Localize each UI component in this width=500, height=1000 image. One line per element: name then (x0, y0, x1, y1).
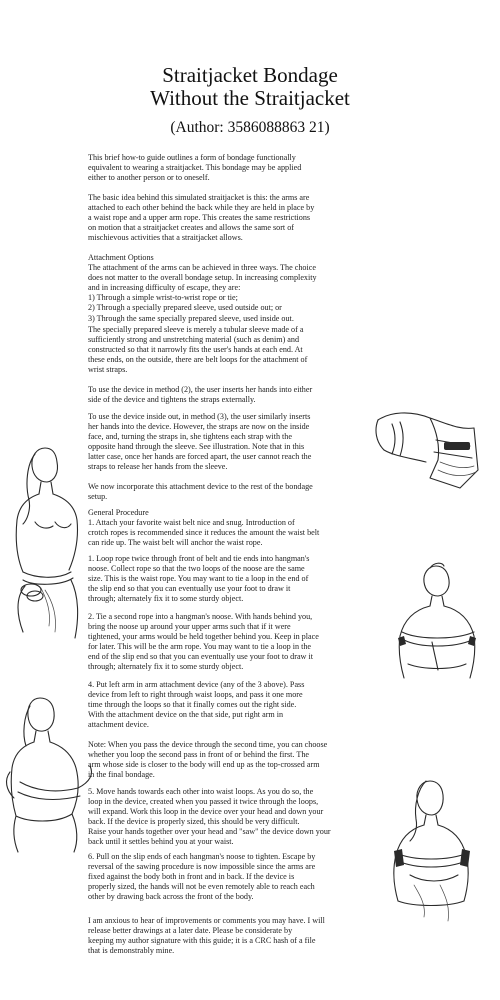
woman-in-final-bondage-drawing (370, 775, 495, 925)
page-title (0, 64, 500, 110)
paragraph-step-attach-device: 4. Put left arm in arm attachment device (any of the 3 above). Pass device from left to right through waist loops, and pass it one more time through the loops so that it finally comes out the right side. With the attachment device on the that side, put right arm in attachment device. (88, 680, 305, 730)
author-signature: (Author: 3586088863 21) (170, 119, 330, 136)
woman-tying-waist-rope-drawing (5, 440, 100, 645)
paragraph-method-2: To use the device in method (2), the user inserts her hands into either side of the device and tightens the straps externally. (88, 385, 313, 405)
paragraph-note: Note: When you pass the device through the second time, you can choose whether you loop the second pass in front of or behind the first. The arm whose side is closer to the body will end up as the top-crossed arm in the final bondage. (88, 740, 328, 780)
paragraph-step-waist-rope: 1. Loop rope twice through front of belt and tie ends into hangman's noose. Collect rope so that the two loops of the noose are the same size. This is the waist rope. You may want to tie a loop in the end of the slip end so that you can eventually use your foot to draw it through; alternately fix it to some sturdy object. (88, 554, 310, 604)
paragraph-step-tighten: 6. Pull on the slip ends of each hangman's noose to tighten. Escape by reversal of the sawing procedure is now impossible since the arms are fixed against the body both in front and in back. If the device is properly sized, the hands will not be even remotely able to reach each other by drawing back across the front of the body. (88, 852, 316, 902)
paragraph-general-procedure: General Procedure 1. Attach your favorite waist belt nice and snug. Introduction of crotch ropes is recommended since it reduces the amount the waist belt can ride up. The waist belt will anchor the waist rope. (88, 508, 320, 548)
woman-with-arm-rope-drawing (378, 560, 496, 685)
paragraph-incorporate: We now incorporate this attachment device to the rest of the bondage setup. (88, 482, 313, 502)
paragraph-basic-idea: The basic idea behind this simulated straitjacket is this: the arms are attached to each other behind the back while they are held in place by a waist rope and a upper arm rope. This creates the same restrictions on motion that a straitjacket creates and allows the same sort of mischievous activities that a straitjacket allows. (88, 193, 315, 243)
paragraph-method-3: To use the device inside out, in method (3), the user similarly inserts her hands into the device. However, the straps are now on the inside face, and, turning the straps in, she tightens each strap with the opposite hand through the sleeve. See illustration. Note that in this latter case, once her hands are forced apart, the user cannot reach the straps to release her hands from the sleeve. (88, 412, 312, 472)
paragraph-step-move-hands: 5. Move hands towards each other into waist loops. As you do so, the loop in the device, created when you passed it twice through the loops, will expand. Work this loop in the device over your head and down your back. If the device is properly sized, this should be very difficult. Raise your hands together over your head and "saw" the device down your back until it settles behind you at your waist. (88, 787, 331, 847)
woman-passing-device-drawing (0, 690, 100, 855)
hands-in-sleeve-drawing (370, 400, 490, 495)
title-line-1: Straitjacket Bondage (162, 63, 338, 87)
paragraph-attachment-options: Attachment Options The attachment of the arms can be achieved in three ways. The choice does not matter to the overall bondage setup. In increasing complexity and in increasing difficulty of escape, they are: 1) Through a simple wrist-to-wrist rope or tie; 2) Through a specially prepared sleeve, used outside out; or 3) Through the same specially prepared sleeve, used inside out. (88, 253, 317, 323)
paragraph-closing: I am anxious to hear of improvements or comments you may have. I will release better drawings at a later date. Please be considerate by keeping my author signature with this guide; it is a CRC hash of a file that is demonstrably mine. (88, 916, 325, 956)
paragraph-intro: This brief how-to guide outlines a form of bondage functionally equivalent to wearing a straitjacket. This bondage may be applied either to another person or to oneself. (88, 153, 302, 183)
paragraph-step-arm-rope: 2. Tie a second rope into a hangman's noose. With hands behind you, bring the noose up around your upper arms such that if it were tightened, your arms would be held together behind you. Keep in place for later. This will be the arm rope. You may want to tie a loop in the end of the slip end so that you can eventually use your foot to draw it through; alternately fix it to some sturdy object. (88, 612, 319, 672)
title-line-2: Without the Straitjacket (150, 86, 350, 110)
paragraph-sleeve: The specially prepared sleeve is merely a tubular sleeve made of a sufficiently strong and unstretching material (such as denim) and constructed so that it narrowly fits the user's hands at each end. At these ends, on the outside, there are belt loops for the attachment of wrist straps. (88, 325, 308, 375)
